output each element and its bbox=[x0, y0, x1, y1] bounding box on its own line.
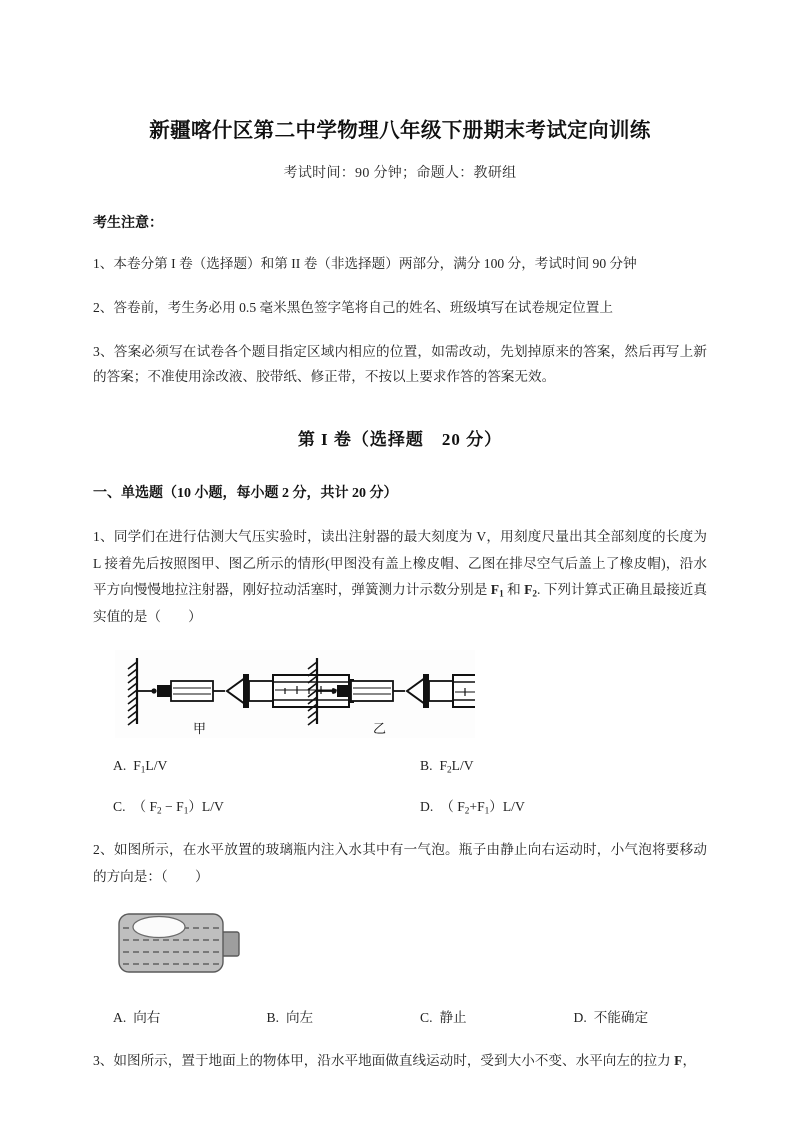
question-group-title: 一、单选题（10 小题，每小题 2 分，共计 20 分） bbox=[93, 486, 398, 502]
exam-subtitle: 考试时间：90 分钟；命题人：教研组 bbox=[283, 165, 517, 181]
option-2-C[interactable] bbox=[400, 1006, 554, 1026]
option-2-D-label: D. bbox=[573, 1010, 587, 1026]
option-2-B-text: 向左 bbox=[285, 1010, 314, 1026]
option-2-B[interactable] bbox=[247, 1006, 401, 1026]
question-2-options bbox=[93, 1006, 707, 1026]
question-1-number: 1、 bbox=[93, 529, 114, 545]
question-2-number: 2、 bbox=[93, 842, 114, 858]
option-1-B-text: $F_2L/V$ bbox=[439, 758, 474, 775]
option-1-C-text: （ $F_2 - F_1)L/V$ bbox=[132, 798, 224, 816]
question-1-options-row-2 bbox=[93, 795, 707, 816]
option-2-C-label: C. bbox=[420, 1010, 433, 1026]
question-3-stem: 如图所示，置于地面上的物体甲，沿水平地面做直线运动时，受到大小不变、水平向左的拉力 F， bbox=[113, 1053, 697, 1069]
option-2-A[interactable] bbox=[93, 1006, 247, 1026]
page-title: 新疆喀什区第二中学物理八年级下册期末考试定向训练 bbox=[149, 120, 651, 142]
question-1 bbox=[93, 524, 707, 630]
question-1-options-row-1 bbox=[93, 758, 707, 775]
option-2-D-text: 不能确定 bbox=[593, 1010, 649, 1026]
option-2-C-text: 静止 bbox=[439, 1010, 467, 1026]
option-1-B[interactable] bbox=[400, 758, 707, 775]
option-1-A-text: $F_1L/V$ bbox=[133, 758, 168, 775]
option-2-A-text: 向右 bbox=[133, 1010, 161, 1026]
option-1-A[interactable] bbox=[93, 758, 400, 775]
question-2 bbox=[93, 837, 707, 890]
option-1-D-text: （ $F_2+F_1)L/V$ bbox=[440, 798, 525, 816]
note-item-1: 1、本卷分第 I 卷（选择题）和第 II 卷（非选择题）两部分，满分 100 分，考试时间 90 分钟 bbox=[93, 255, 637, 271]
syringe-diagram bbox=[115, 650, 475, 738]
figure-label-yi: 乙 bbox=[373, 721, 387, 737]
bottle-diagram bbox=[111, 904, 271, 984]
section-title: 第 I 卷（选择题 20 分） bbox=[297, 430, 503, 450]
option-1-C-label: C. bbox=[113, 798, 126, 814]
option-2-D[interactable] bbox=[554, 1006, 708, 1026]
option-1-B-label: B. bbox=[420, 758, 433, 774]
option-1-A-label: A. bbox=[113, 758, 127, 774]
air-bubble bbox=[133, 917, 185, 938]
figure-label-jia: 甲 bbox=[193, 721, 207, 737]
option-2-A-label: A. bbox=[113, 1010, 127, 1026]
note-item-2: 2、答卷前，考生务必用 0.5 毫米黑色签字笔将自己的姓名、班级填写在试卷规定位置上 bbox=[93, 299, 613, 315]
option-1-D-label: D. bbox=[420, 798, 434, 814]
bottle-figure-svg bbox=[111, 904, 271, 984]
option-1-C[interactable] bbox=[93, 795, 400, 816]
note-item-3: 3、答案必须写在试卷各个题目指定区域内相应的位置，如需改动，先划掉原来的答案，然后再写上新的答案；不准使用涂改液、胶带纸、修正带，不按以上要求作答的答案无效。 bbox=[93, 343, 707, 385]
question-3-number: 3、 bbox=[93, 1053, 114, 1069]
page-content bbox=[93, 0, 707, 1075]
syringe-figure-svg bbox=[115, 650, 475, 738]
question-1-stem: 同学们在进行估测大气压实验时，读出注射器的最大刻度为 V，用刻度尺量出其全部刻度的长度为 L 接着先后按照图甲、图乙所示的情形(甲图没有盖上橡皮帽、乙图在排尽空气后盖上了橡皮帽)，沿水平方向慢慢地拉注射器，刚好拉动活塞时，弹簧测力计示数分别是 $F_1$ 和 $F_2$. 下列计算式正确且最接近真实值的是（ ） bbox=[93, 529, 708, 624]
option-1-D[interactable] bbox=[400, 795, 707, 816]
notes-heading: 考生注意： bbox=[93, 215, 163, 231]
question-3 bbox=[93, 1048, 707, 1075]
option-2-B-label: B. bbox=[266, 1010, 279, 1026]
question-2-stem: 如图所示，在水平放置的玻璃瓶内注入水其中有一气泡。瓶子由静止向右运动时，小气泡将要移动的方向是：（ ） bbox=[93, 842, 708, 884]
